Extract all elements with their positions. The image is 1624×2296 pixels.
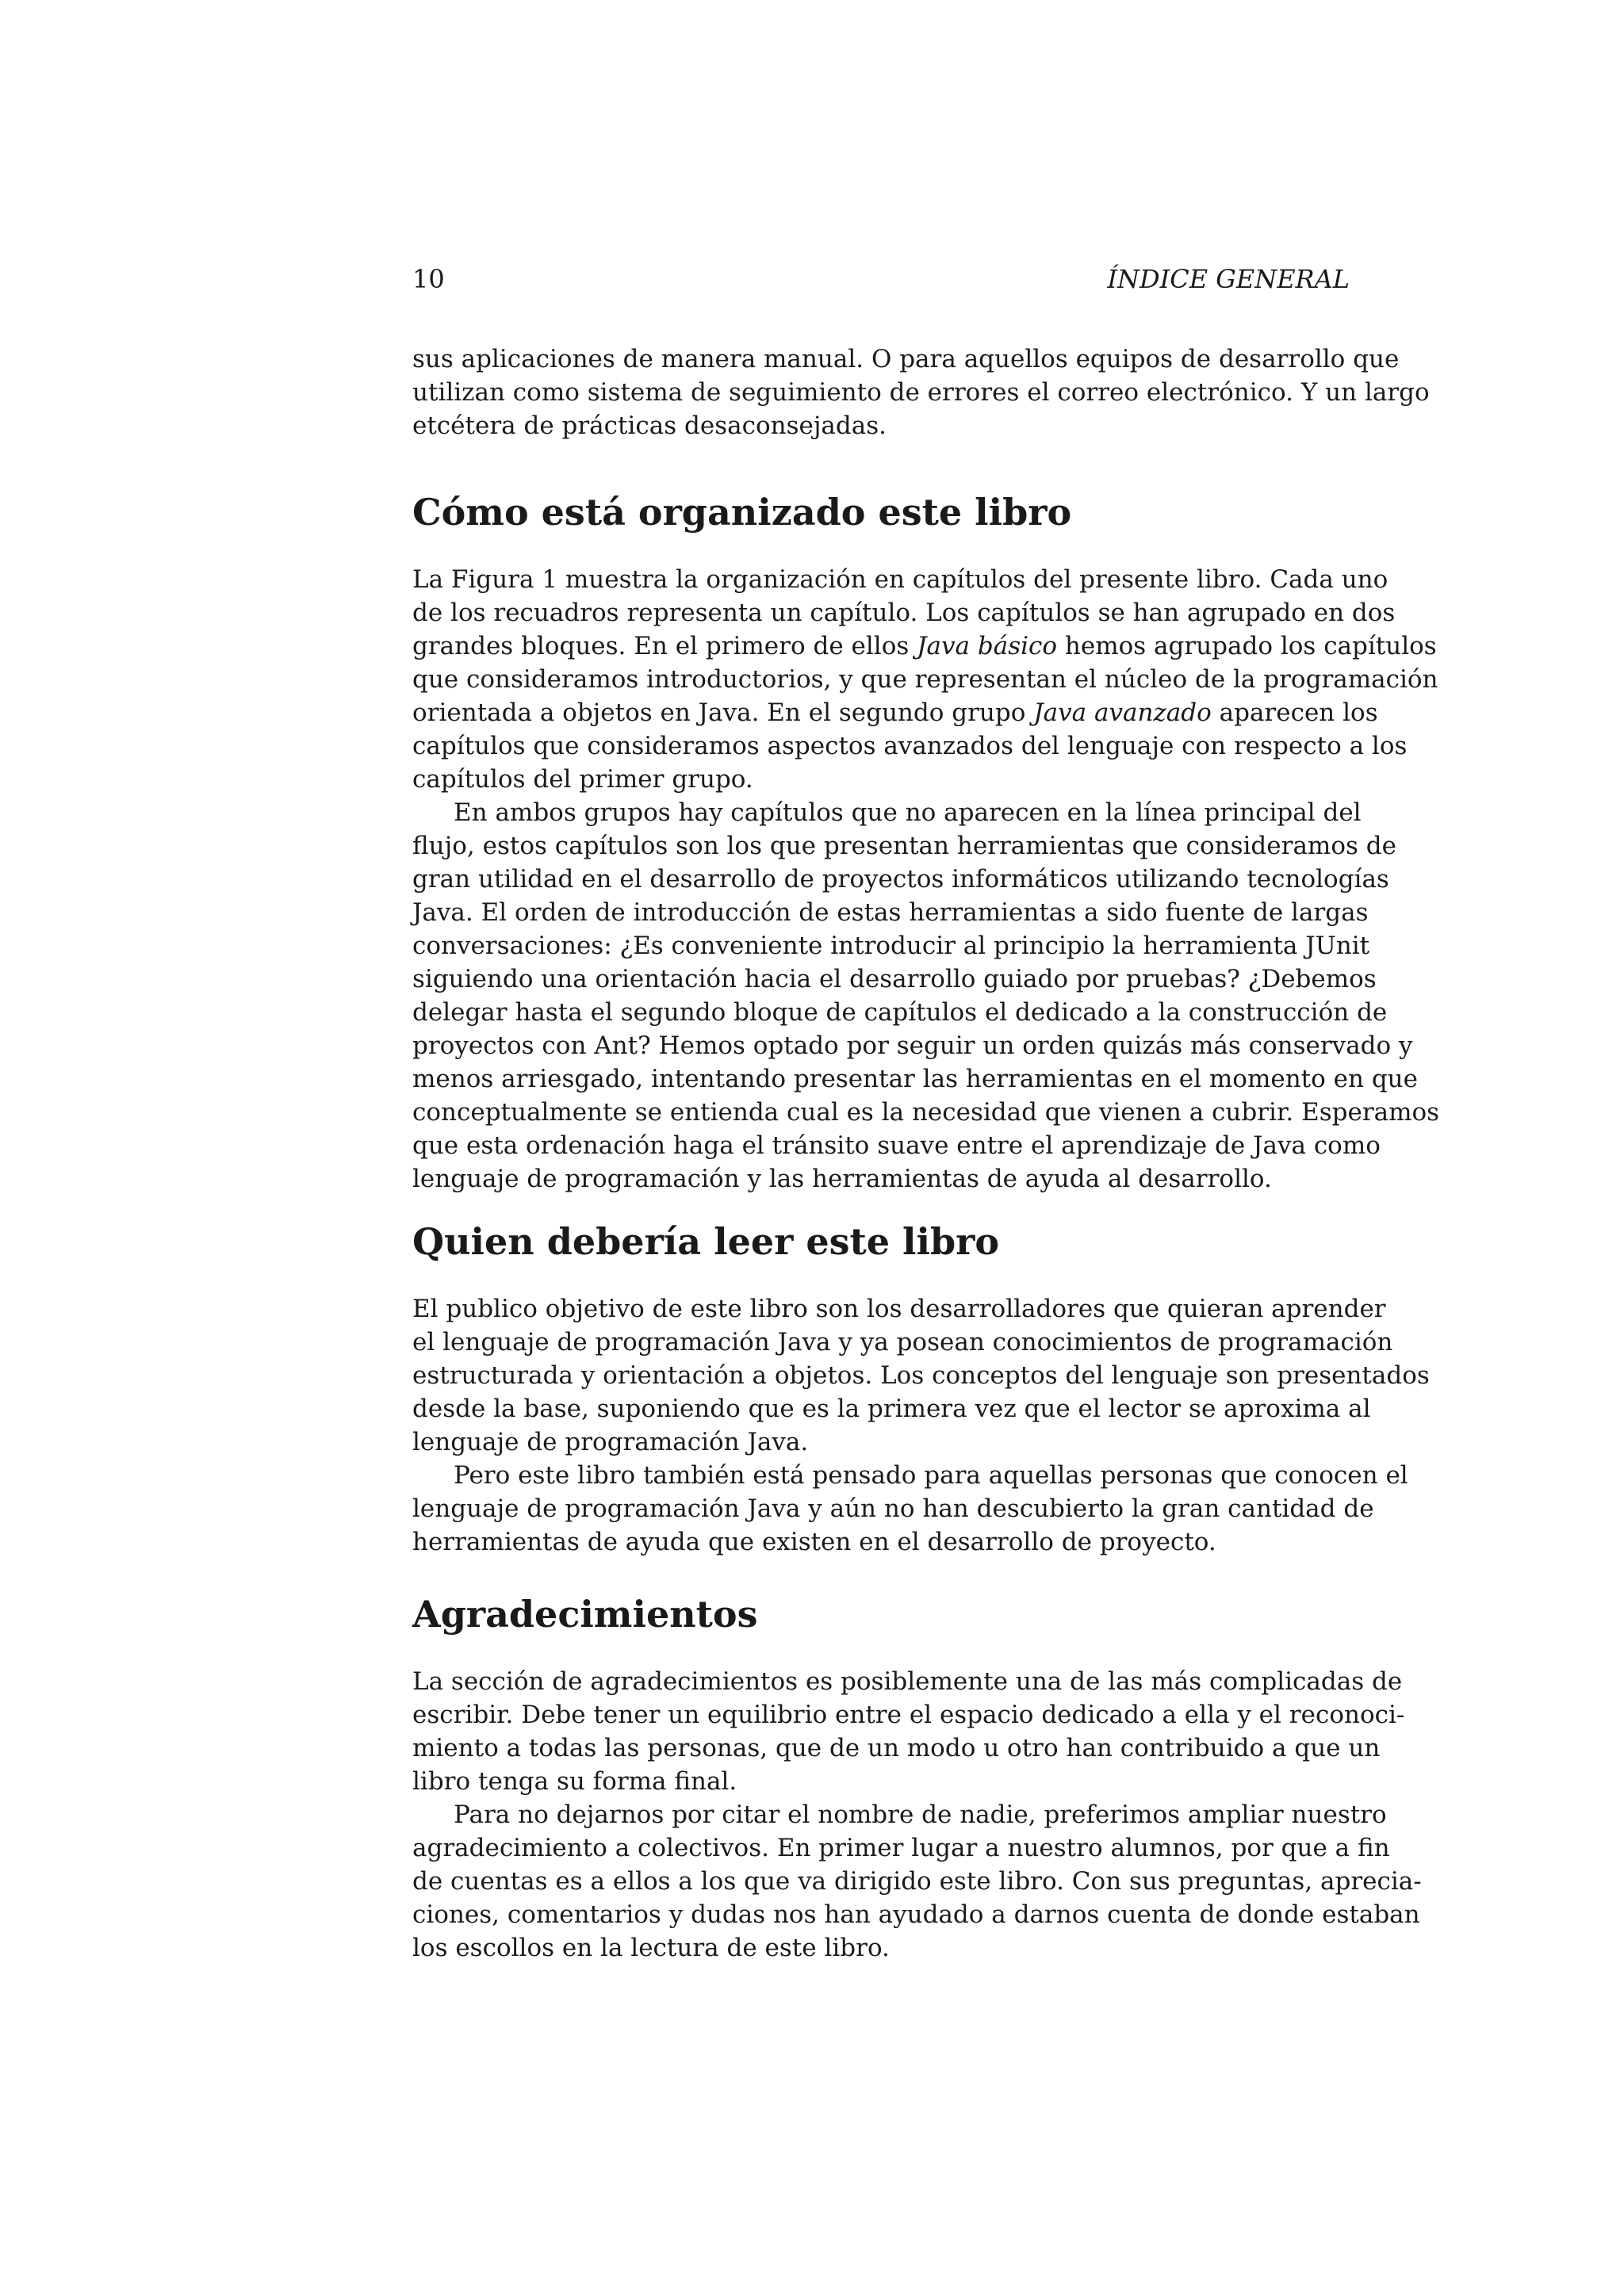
text-line: libro tenga su forma final. xyxy=(412,1767,737,1796)
text-line: menos arriesgado, intentando presentar las herramientas en el momento en que xyxy=(412,1065,1418,1093)
text-line: miento a todas las personas, que de un modo u otro han contribuido a que un xyxy=(412,1734,1381,1762)
text-line: orientada a objetos en Java. En el segundo grupo Java avanzado aparecen los xyxy=(412,698,1378,727)
text-line: Java. El orden de introducción de estas herramientas a sido fuente de largas xyxy=(412,898,1369,927)
text-line: desde la base, suponiendo que es la primera vez que el lector se aproxima al xyxy=(412,1395,1371,1423)
section-body-lectores xyxy=(412,1292,1430,1559)
section-heading-organizacion: Cómo está organizado este libro xyxy=(412,491,1072,534)
text-line: lenguaje de programación Java y aún no han descubierto la gran cantidad de xyxy=(412,1494,1374,1523)
text-line: de cuentas es a ellos a los que va dirigido este libro. Con sus preguntas, aprecia- xyxy=(412,1867,1422,1896)
page-header xyxy=(412,262,1350,297)
text-line: grandes bloques. En el primero de ellos Java básico hemos agrupado los capítulos xyxy=(412,632,1437,660)
text-line: lenguaje de programación Java. xyxy=(412,1428,809,1456)
page-number: 10 xyxy=(412,264,445,294)
text-line: de los recuadros representa un capítulo. Los capítulos se han agrupado en dos xyxy=(412,599,1396,627)
text-line: escribir. Debe tener un equilibrio entre el espacio dedicado a ella y el reconoci- xyxy=(412,1701,1405,1729)
text-line: que esta ordenación haga el tránsito suave entre el aprendizaje de Java como xyxy=(412,1131,1381,1160)
text-line: gran utilidad en el desarrollo de proyectos informáticos utilizando tecnologías xyxy=(412,865,1389,894)
emphasis-text: Java avanzado xyxy=(1033,698,1212,727)
emphasis-text: Java básico xyxy=(917,632,1058,660)
text-line: los escollos en la lectura de este libro. xyxy=(412,1934,890,1962)
text-line: ciones, comentarios y dudas nos han ayudado a darnos cuenta de donde estaban xyxy=(412,1900,1420,1929)
text-line: flujo, estos capítulos son los que presentan herramientas que consideramos de xyxy=(412,832,1396,860)
text-line: conceptualmente se entienda cual es la necesidad que vienen a cubrir. Esperamos xyxy=(412,1098,1440,1127)
text-line: La sección de agradecimientos es posiblemente una de las más complicadas de xyxy=(412,1667,1403,1696)
running-head: ÍNDICE GENERAL xyxy=(1107,264,1350,294)
text-line: que consideramos introductorios, y que representan el núcleo de la programación xyxy=(412,665,1438,694)
text-line: En ambos grupos hay capítulos que no aparecen en la línea principal del xyxy=(454,798,1362,827)
text-line: El publico objetivo de este libro son los desarrolladores que quieran aprender xyxy=(412,1295,1386,1323)
text-line: herramientas de ayuda que existen en el desarrollo de proyecto. xyxy=(412,1528,1216,1556)
section-body-agradecimientos xyxy=(412,1665,1422,1965)
text-line: agradecimiento a colectivos. En primer lugar a nuestro alumnos, por que a fin xyxy=(412,1834,1390,1862)
text-line: Pero este libro también está pensado para aquellas personas que conocen el xyxy=(454,1461,1408,1490)
text-line: Para no dejarnos por citar el nombre de nadie, preferimos ampliar nuestro xyxy=(454,1800,1387,1829)
text-line: siguiendo una orientación hacia el desarrollo guiado por pruebas? ¿Debemos xyxy=(412,965,1377,993)
text-line: conversaciones: ¿Es conveniente introducir al principio la herramienta JUnit xyxy=(412,932,1370,960)
text-line: capítulos que consideramos aspectos avanzados del lenguaje con respecto a los xyxy=(412,732,1408,760)
section-heading-lectores: Quien debería leer este libro xyxy=(412,1220,1000,1263)
text-line: proyectos con Ant? Hemos optado por seguir un orden quizás más conservado y xyxy=(412,1031,1413,1060)
text-line: capítulos del primer grupo. xyxy=(412,765,753,794)
text-line: utilizan como sistema de seguimiento de errores el correo electrónico. Y un largo xyxy=(412,378,1430,407)
text-line: estructurada y orientación a objetos. Los conceptos del lenguaje son presentados xyxy=(412,1361,1430,1390)
text-line: delegar hasta el segundo bloque de capítulos el dedicado a la construcción de xyxy=(412,998,1388,1027)
text-line: etcétera de prácticas desaconsejadas. xyxy=(412,411,887,440)
text-line: el lenguaje de programación Java y ya posean conocimientos de programación xyxy=(412,1328,1393,1357)
intro-paragraph xyxy=(412,342,1430,442)
text-line: lenguaje de programación y las herramientas de ayuda al desarrollo. xyxy=(412,1165,1272,1193)
section-body-organizacion xyxy=(412,563,1440,1196)
text-line: La Figura 1 muestra la organización en capítulos del presente libro. Cada uno xyxy=(412,565,1388,594)
text-line: sus aplicaciones de manera manual. O para aquellos equipos de desarrollo que xyxy=(412,345,1400,373)
section-heading-agradecimientos: Agradecimientos xyxy=(412,1593,758,1636)
